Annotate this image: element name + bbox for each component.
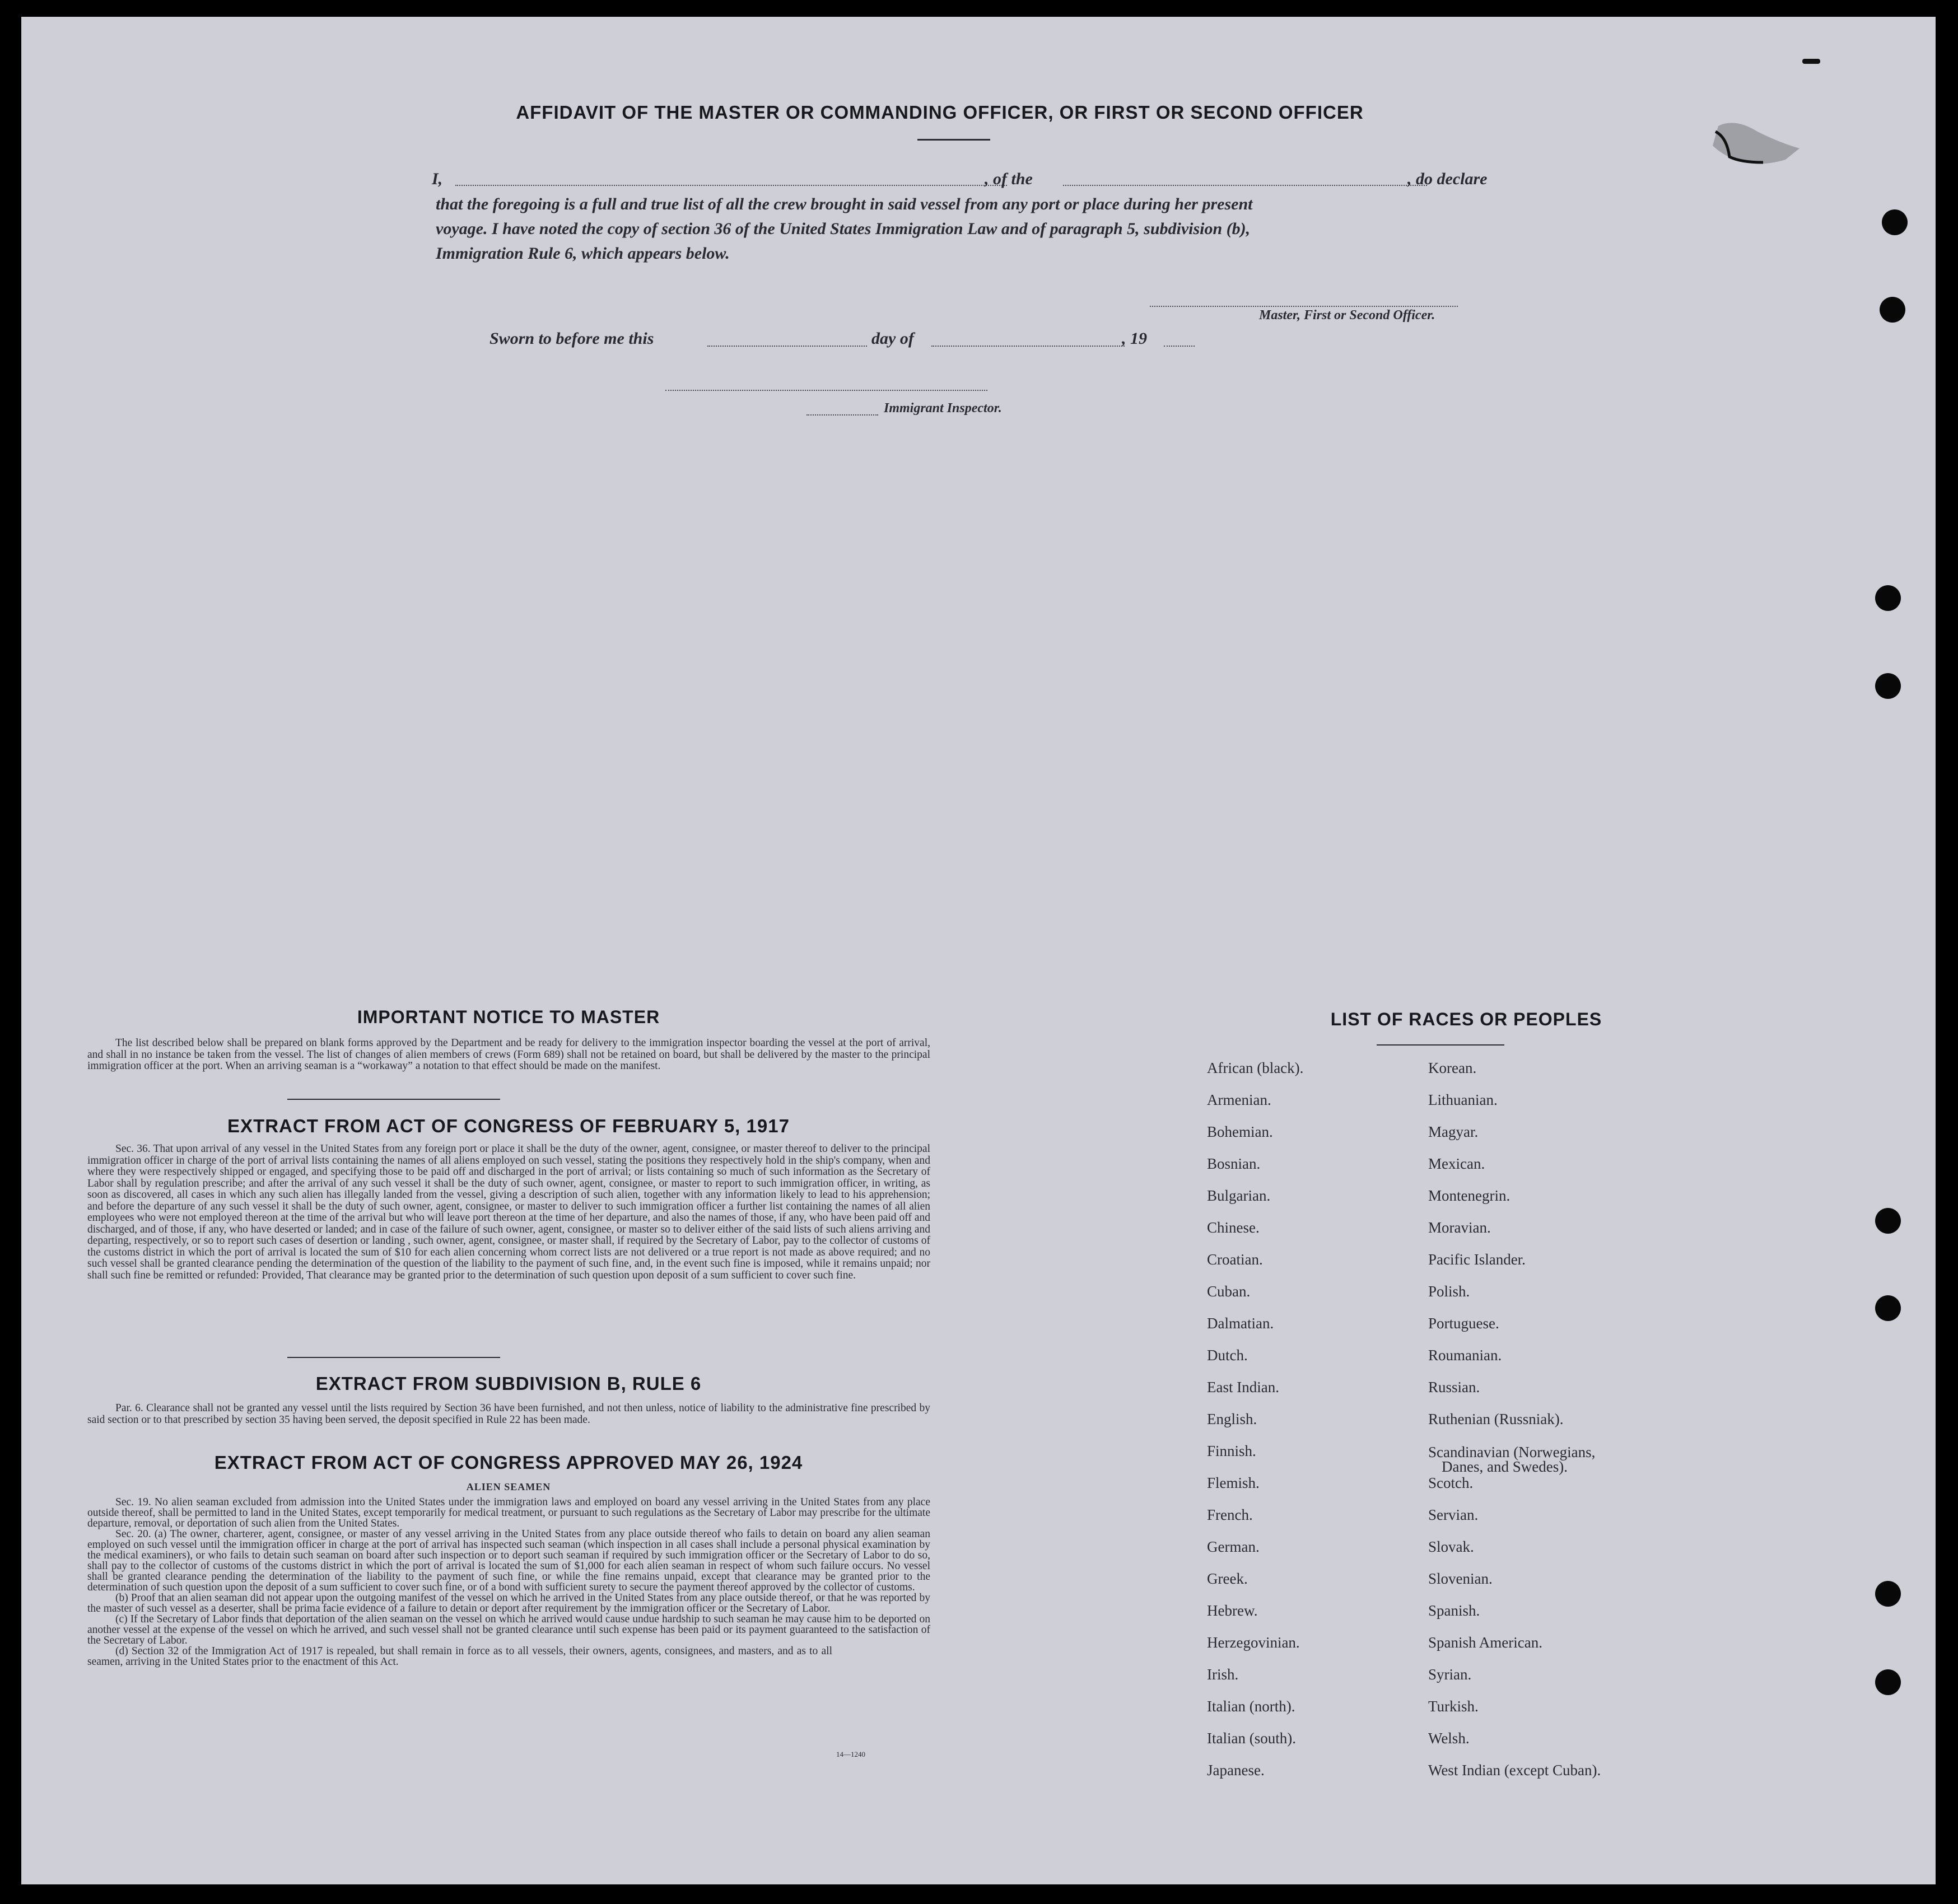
race-item: Spanish American. — [1428, 1634, 1542, 1651]
race-item: Polish. — [1428, 1283, 1470, 1300]
race-item: Welsh. — [1428, 1730, 1470, 1747]
race-item: Slovenian. — [1428, 1570, 1493, 1587]
race-item: Greek. — [1207, 1570, 1248, 1587]
race-item: Herzegovinian. — [1207, 1634, 1300, 1651]
punch-hole — [1875, 1295, 1901, 1321]
punch-hole — [1882, 209, 1908, 235]
race-item: Armenian. — [1207, 1091, 1271, 1108]
divider-2 — [287, 1357, 500, 1358]
master-signature-line[interactable] — [1150, 306, 1458, 307]
affidavit-line-4: Immigration Rule 6, which appears below. — [436, 244, 730, 263]
ink-mark — [1802, 59, 1820, 64]
paper-tear-mark — [1696, 115, 1802, 176]
race-item: Croatian. — [1207, 1251, 1263, 1268]
race-item: East Indian. — [1207, 1379, 1279, 1396]
race-item: Bosnian. — [1207, 1155, 1261, 1172]
divider-1 — [287, 1099, 500, 1100]
section-20b-text: (b) Proof that an alien seaman did not appear upon the outgoing manifest of the vessel on which he arrived in the United States from any place outside thereof, or that he was reported by the master of such vessel as a deserter, shall be prima facie evidence of a failure to detain or deport after requirement by the immigration officer or the Secretary of Labor. — [87, 1592, 930, 1614]
punch-hole — [1875, 1208, 1901, 1234]
race-item: Dutch. — [1207, 1347, 1248, 1364]
race-item: Magyar. — [1428, 1123, 1479, 1140]
name-blank[interactable] — [455, 185, 1007, 186]
punch-hole — [1875, 585, 1901, 611]
affidavit-line-3: voyage. I have noted the copy of section 36 of the United States Immigration Law and of paragraph 5, subdivision (b), — [436, 220, 1251, 238]
sworn-day-blank[interactable] — [707, 346, 867, 347]
year-label: , 19 — [1122, 329, 1147, 348]
document-page — [21, 17, 1936, 1884]
race-item: Ruthenian (Russniak). — [1428, 1411, 1564, 1427]
race-item: Korean. — [1428, 1060, 1477, 1076]
race-item-multiline — [1428, 1443, 1601, 1474]
race-item: Roumanian. — [1428, 1347, 1502, 1364]
race-item: Montenegrin. — [1428, 1187, 1511, 1204]
rule6-text: Par. 6. Clearance shall not be granted any vessel until the lists required by Section 36 have been furnished, and not then unless, notice of liability to the administrative fine prescribed by said section or to that prescribed by section 35 having been served, the deposit specified in Rule 22 has been made. — [87, 1402, 930, 1426]
race-item: Syrian. — [1428, 1666, 1472, 1683]
race-item-line: Scandinavian (Norwegians, — [1428, 1444, 1596, 1460]
punch-hole — [1880, 297, 1905, 323]
punch-hole — [1875, 1669, 1901, 1695]
extract-1924-body — [87, 1497, 930, 1667]
race-item: German. — [1207, 1538, 1260, 1555]
race-item: Flemish. — [1207, 1474, 1260, 1491]
races-title: LIST OF RACES OR PEOPLES — [1330, 1009, 1602, 1029]
rule6-title: EXTRACT FROM SUBDIVISION B, RULE 6 — [315, 1373, 702, 1394]
sworn-label: Sworn to before me this — [489, 329, 654, 348]
race-item: French. — [1207, 1506, 1253, 1523]
extract-1924-title: EXTRACT FROM ACT OF CONGRESS APPROVED MAY 26, 1924 — [214, 1452, 803, 1473]
affidavit-declare: , do declare — [1407, 170, 1488, 188]
title-divider — [917, 139, 990, 141]
affidavit-line-2: that the foregoing is a full and true list of all the crew brought in said vessel from any port or place during her present — [436, 195, 1253, 213]
race-item: Italian (north). — [1207, 1698, 1295, 1715]
extract-1917-title: EXTRACT FROM ACT OF CONGRESS OF FEBRUARY 5, 1917 — [227, 1116, 790, 1136]
section-20d-text: (d) Section 32 of the Immigration Act of 1917 is repealed, but shall remain in force as to all vessels, their owners, agents, consignees, and masters, and as to all seamen, arriving in the United States prior to the enactment of this Act. — [87, 1645, 832, 1668]
race-item: Pacific Islander. — [1428, 1251, 1526, 1268]
race-item: Lithuanian. — [1428, 1091, 1498, 1108]
affidavit-title: AFFIDAVIT OF THE MASTER OR COMMANDING OFFICER, OR FIRST OR SECOND OFFICER — [516, 102, 1364, 123]
punch-hole — [1875, 673, 1901, 699]
race-item: Turkish. — [1428, 1698, 1479, 1715]
race-item: Chinese. — [1207, 1219, 1260, 1236]
races-right-column — [1428, 1060, 1601, 1794]
race-item: Hebrew. — [1207, 1602, 1258, 1619]
races-divider — [1377, 1044, 1504, 1046]
inspector-label: Immigrant Inspector. — [884, 401, 1002, 416]
race-item-line: Danes, and Swedes). — [1442, 1458, 1568, 1475]
race-item: Portuguese. — [1428, 1315, 1499, 1332]
section-19-text: Sec. 19. No alien seaman excluded from admission into the United States under the immigration laws and employed on board any vessel arriving in the United States from any place outside thereof, shall be permitted to land in the United States, except temporarily for medical treatment, or pursuant to such regulations as the Secretary of Labor may prescribe for the ultimate departure, removal, or deportation of such alien from the United States. — [87, 1496, 930, 1529]
race-item: Bulgarian. — [1207, 1187, 1271, 1204]
race-item: Russian. — [1428, 1379, 1480, 1396]
race-item: African (black). — [1207, 1060, 1304, 1076]
race-item: Scotch. — [1428, 1474, 1474, 1491]
vessel-blank[interactable] — [1063, 185, 1427, 186]
form-number: 14—1240 — [836, 1750, 865, 1758]
inspector-signature-line-2[interactable] — [806, 414, 878, 416]
race-item: Dalmatian. — [1207, 1315, 1274, 1332]
section-20c-text: (c) If the Secretary of Labor finds that deportation of the alien seaman on the vessel on which he arrived would cause undue hardship to such seaman he may cause him to be deported on another vessel at the expense of the vessel on which he arrived, and such vessel shall not be granted clearance until such expense has been paid or its payment guaranteed to the satisfaction of the Secretary of Labor. — [87, 1613, 930, 1646]
inspector-signature-line[interactable] — [665, 390, 987, 391]
race-item: Slovak. — [1428, 1538, 1474, 1555]
alien-seamen-subtitle: ALIEN SEAMEN — [466, 1481, 551, 1492]
affidavit-i: I, — [432, 170, 443, 188]
punch-hole — [1875, 1581, 1901, 1607]
notice-title: IMPORTANT NOTICE TO MASTER — [357, 1007, 660, 1027]
sworn-year-blank[interactable] — [1164, 346, 1195, 347]
sworn-month-blank[interactable] — [931, 346, 1125, 347]
race-item: Mexican. — [1428, 1155, 1485, 1172]
race-item: Italian (south). — [1207, 1730, 1296, 1747]
master-signature-label: Master, First or Second Officer. — [1259, 308, 1435, 323]
race-item: Moravian. — [1428, 1219, 1491, 1236]
race-item: Servian. — [1428, 1506, 1479, 1523]
race-item: Spanish. — [1428, 1602, 1480, 1619]
day-of-label: day of — [871, 329, 914, 348]
race-item: English. — [1207, 1411, 1257, 1427]
race-item: Japanese. — [1207, 1762, 1265, 1779]
affidavit-of-the: , of the — [985, 170, 1033, 188]
race-item: West Indian (except Cuban). — [1428, 1762, 1601, 1779]
race-item: Irish. — [1207, 1666, 1239, 1683]
race-item: Bohemian. — [1207, 1123, 1273, 1140]
races-left-column — [1207, 1060, 1303, 1794]
race-item: Finnish. — [1207, 1443, 1256, 1459]
section-20a-text: Sec. 20. (a) The owner, charterer, agent, consignee, or master of any vessel arriving in the United States from any place outside thereof who fails to detain on board any alien seaman employed on such vessel until the immigration officer in charge at the port of arrival has inspected such seaman (which inspection in all cases shall include a personal physical examination by the medical examiners), or who fails to detain such seaman on board after such inspection or to deport such seaman if required by such immigration officer or the Secretary of Labor to do so, shall pay to the collector of customs of the customs district in which the port of arrival is located the sum of $1,000 for each alien seaman in respect of whom such failure occurs. No vessel shall be granted clearance pending the determination of the liability to the payment of such fine, or while the fine remains unpaid, except that clearance may be granted prior to the determination of such question upon the deposit of a sum sufficient to cover such fine, or of a bond with sufficient surety to secure the payment thereof approved by the collector of customs. — [87, 1528, 930, 1593]
extract-1917-text: Sec. 36. That upon arrival of any vessel in the United States from any foreign port or place it shall be the duty of the owner, agent, consignee, or master thereof to deliver to the principal immigration officer in charge of the port of arrival lists containing the names of all aliens employed on such vessel, stating the positions they respectively hold in the ship's company, when and where they were respectively shipped or engaged, and specifying those to be paid off and discharged in the port of arrival; or lists containing so much of such information as the Secretary of Labor shall by regulation prescribe; and after the arrival of any such vessel it shall be the duty of such owner, agent, consignee, or master to report to such immigration officer, in writing, as soon as discovered, all cases in which any such alien has illegally landed from the vessel, giving a description of such alien, together with any information likely to lead to his apprehension; and before the departure of any such vessel it shall be the duty of such owner, agent, consignee, or master to deliver to such immigration officer a further list containing the names of all alien employees who were not employed thereon at the time of the arrival but who will leave port thereon at the time of her departure, and also the names of those, if any, who have been paid off and discharged, and of those, if any, who have deserted or landed; and in case of the failure of such owner, agent, consignee, or master so to deliver either of the said lists of such aliens arriving and departing, respectively, or so to report such cases of desertion or landing , such owner, agent, consignee, or master shall, if required by the Secretary of Labor, pay to the collector of customs of the customs district in which the port of arrival is located the sum of $10 for each alien concerning whom correct lists are not delivered or a true report is not made as above required; and no such vessel shall be granted clearance pending the determination of the question of the liability to the payment of such fine, and, in the event such fine is imposed, while it remains unpaid; nor shall such fine be remitted or refunded: Provided, That clearance may be granted prior to the determination of such question upon deposit of a sum sufficient to cover such fine. — [87, 1143, 930, 1281]
notice-text: The list described below shall be prepared on blank forms approved by the Department and be ready for delivery to the immigration inspector boarding the vessel at the port of arrival, and shall in no instance be taken from the vessel. The list of changes of alien members of crews (Form 689) shall not be retained on board, but shall be delivered by the master to the principal immigration officer at the port. When an arriving seaman is a “workaway” a notation to that effect should be made on the manifest. — [87, 1037, 930, 1072]
race-item: Cuban. — [1207, 1283, 1251, 1300]
